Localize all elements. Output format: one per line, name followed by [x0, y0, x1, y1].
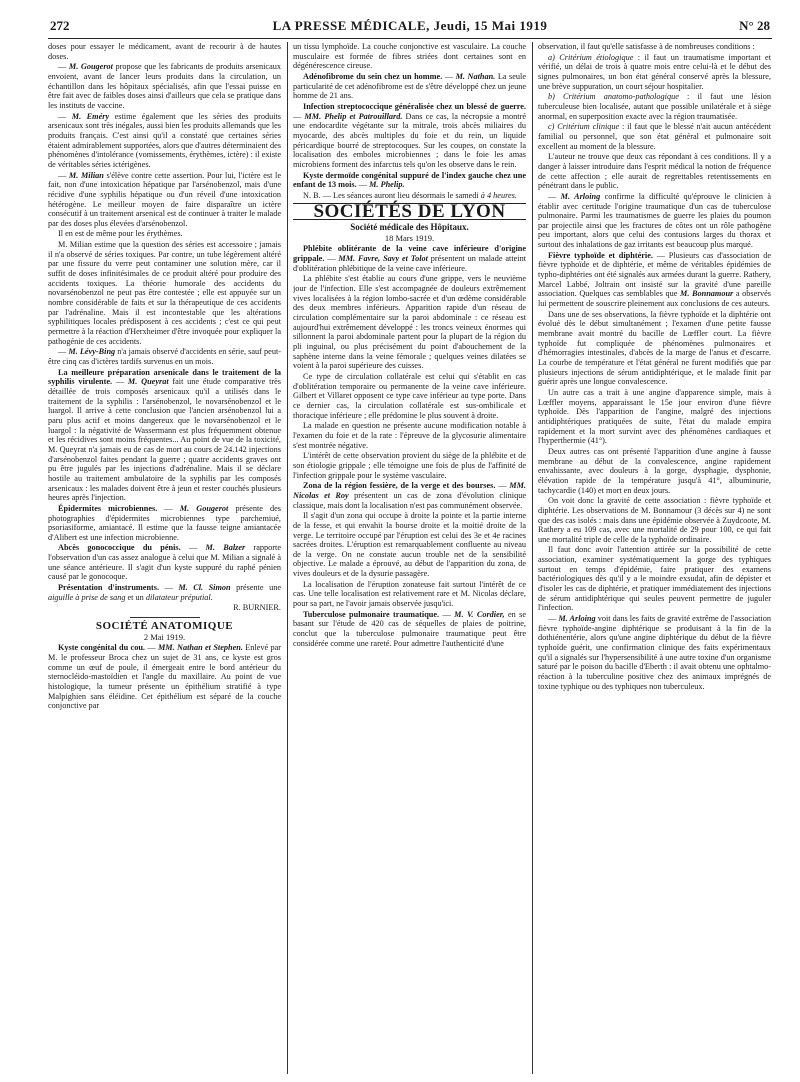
- paragraph: Abcès gonococcique du pénis. — M. Balzer rapporte l'observation d'un cas assez analogue à celui que M. Milian a signalé à une séance antérieure. Il s'agit d'un kyste suppuré du raphé pénien causé par le gonocoque.: [48, 543, 281, 582]
- paragraph-text: rapporte l'observation d'un cas assez analogue à celui que M. Milian a signalé à une séance antérieure. Il s'agit d'un kyste suppuré du raphé pénien causé par le gonocoque.: [48, 543, 281, 582]
- paragraph-text: : il faut une lésion tuberculeuse bien localisée, autant que possible unilatérale et à siège anormal, en superposition exacte avec la région traumatisée.: [538, 92, 771, 121]
- signature: R. BURNIER.: [233, 603, 281, 613]
- paragraph: — M. Gougerot propose que les fabricants de produits arsenicaux envoient, avant de lancer leurs produits dans la circulation, un échantillon dans les hôpitaux spécialisés, afin que l'essai puisse en être fait avec de faibles doses ainsi d'ailleurs que cela se pratique dans les instituts de vaccine.: [48, 62, 281, 110]
- paragraph-text: a observés lui permettent de souscrire pleinement aux conclusions de ces auteurs.: [538, 289, 771, 309]
- paragraph-text: : il faut un traumatisme important et vérifié, un délai de trois à quatre mois entre celui-là et le début des signes pulmonaires, un bon état général conservé après la blessure, une brève suppuration, un court séjour hospitalier.: [538, 52, 771, 91]
- speaker: MM. Phelip et Patrouillard.: [304, 111, 403, 121]
- article-title: La meilleure préparation arsenicale dans le traitement de la syphilis virulente.: [48, 367, 281, 387]
- speaker: M. Balzer: [205, 543, 246, 553]
- speaker: M. Lévy-Bing: [68, 347, 116, 357]
- paragraph: doses pour essayer le médicament, avant de recourir à de hautes doses.: [48, 42, 281, 61]
- paragraph-text: Dans ce cas, la nécropsie a montré une endocardite végétante sur la mitrale, trois abcès miliaires du myocarde, des abcès multiples du foie et du rein, un liquide péricardique bourré de streptocoques. Sur les coupes, on constate la localisation des emboles microbiennes ; dans le foie les amas microbiens forment des infarctus tels qu'on les observe dans le rein.: [293, 111, 526, 169]
- paragraph: La malade en question ne présente aucune modification notable à l'examen du foie et de la rate : l'épreuve de la glycosurie alimentaire s'est montrée négative.: [293, 421, 526, 450]
- paragraph: Adénofibrome du sein chez un homme. — M. Nathan. La seule particularité de cet adénofibrome est de s'être développé chez un jeune homme de 21 ans.: [293, 71, 526, 101]
- article-title: Adénofibrome du sein chez un homme.: [303, 71, 443, 81]
- newspaper-page: [48, 16, 772, 1074]
- page-header: [48, 16, 772, 39]
- article-title: Kyste dermoïde congénital suppuré de l'index gauche chez une enfant de 13 mois.: [293, 170, 526, 190]
- columns: [48, 42, 772, 1074]
- paragraph: Zona de la région fessière, de la verge et des bourses. — MM. Nicolas et Roy présentent un cas de zona d'évolution clinique classique, mais dont la localisation n'est pas communément observée.: [293, 481, 526, 510]
- section-subtitle: Société médicale des Hôpitaux.: [350, 222, 469, 233]
- speaker: M. Phelip.: [369, 180, 405, 190]
- speaker: MM. Nathan et Stephen.: [157, 643, 243, 653]
- paragraph: un tissu lymphoïde. La couche conjonctive est vasculaire. La couche musculaire est formée de fibres striées dont certaines sont en dégénérescence cireuse.: [293, 42, 526, 71]
- speaker: M. V. Cordier,: [454, 609, 505, 619]
- paragraph: Présentation d'instruments. — M. Cl. Simon présente une aiguille à prise de sang et un dilatateur préputial.: [48, 583, 281, 602]
- speaker: M. Nathan.: [455, 71, 496, 81]
- paragraph-text: propose que les fabricants de produits arsenicaux envoient, avant de lancer leurs produits dans la circulation, un échantillon dans les hôpitaux spécialisés, afin que l'essai puisse en être fait avec de faibles doses ainsi d'ailleurs que cela se pratique dans les instituts de vaccine.: [48, 62, 281, 110]
- paragraph: L'auteur ne trouve que deux cas répondant à ces conditions. Il y a danger à laisser introduire dans l'esprit médical la notion de fréquence de cette affection ; elle aurait de regrettables retentissements en pénétrant dans le public.: [538, 152, 771, 191]
- paragraph: Deux autres cas ont présenté l'apparition d'une angine à fausse membrane au début de la convalescence, angine rapidement envahissante, avec douleurs à la gorge, dysphagie, dysphonie, élévation rapide de la température jusqu'à 41°, albuminurie, tachycardie (140) et mort en deux jours.: [538, 446, 771, 495]
- paragraph: — M. Milian s'élève contre cette assertion. Pour lui, l'ictère est le fait, non d'une intoxication hépatique par l'arsénobenzol, mais d'une récidive d'une syphilis hépatique ou d'un réveil d'une intoxication hétérogène. Le meilleur moyen de faire disparaître un ictère consécutif à un traitement arsenical est de continuer à traiter le malade par des doses plus élevées d'arsénobenzol.: [48, 170, 281, 228]
- paragraph: Épidermites microbiennes. — M. Gougerot présente des photographies d'épidermites microbiennes type parchemiué, psoriasiforme, amiantacé. Il estime que la fausse teigne amiantacée d'Alibert est une infection microbienne.: [48, 503, 281, 542]
- speaker: M. Gougerot: [179, 503, 229, 513]
- article-title: Épidermites microbiennes.: [58, 503, 158, 513]
- criterion-label: c) Critérium clinique: [548, 122, 620, 132]
- paragraph-text: estime également que les séries des produits arsenicaux sont très inégales, aussi bien les produits allemands que les produits français. C'est ainsi qu'il a constaté que certaines séries étaient admirablement supportées, alors que d'autres déterminaient des phénomènes d'intolérance (vomissements, érythèmes, ictère) : il existe de véritables séries ictérigènes.: [48, 111, 281, 169]
- page-number: 272: [50, 18, 70, 33]
- paragraph: Il faut donc avoir l'attention attirée sur la possibilité de cette association, examiner systématiquement la gorge des typhiques surtout en temps d'épidémie, faire pratiquer des examens bactériologiques dès qu'il y a le moindre exsudat, afin de dépister et d'isoler les cas de diphtérie, et pratiquer immédiatement des injections de sérum antidiphtérique qui seules peuvent permettre de juguler l'infection.: [538, 545, 771, 613]
- paragraph: observation, il faut qu'elle satisfasse à de nombreuses conditions :: [538, 42, 755, 51]
- paragraph: — M. Arloing confirme la difficulté qu'éprouve le clinicien à établir avec certitude l'origine traumatique d'un cas de tuberculose pulmonaire. Parmi les traumatismes de guerre les plaies du poumon par projectile ainsi que les fractures de côtes ont un rôle pathogène peu important, alors que celui des contusions larges du thorax et surtout des inhalations de gaz irritants est beaucoup plus marqué.: [538, 191, 771, 250]
- speaker: M. Arloing: [560, 191, 601, 201]
- criterion-label: a) Critérium étiologique: [548, 52, 634, 62]
- paragraph: La meilleure préparation arsenicale dans le traitement de la syphilis virulente. — M. Queyrat fait une étude comparative très détaillée de trois composés arsenicaux qu'il a utilisés dans le traitement de la syphilis : l'arsénobenzol, le novarsénobenzol et le luargol. Il arrive à cette conclusion que l'ancien arsénobenzol lui a paru plus actif et moins dangereux que le novarsénobenzol et le luargol : la négativité de Wassermann est plus fréquemment obtenue et les récidives sont moins fréquentes... Au point de vue de la toxicité, M. Queyrat n'a jamais eu de cas de mort au cours de 24.142 injections d'arsénobenzol faites pendant la guerre ; quatre accidents graves ont pu être jugulés par les injections d'adrénaline. Mais il se déclare hostile au traitement ambulatoire de la syphilis par les composés arsenicaux : les malades doivent être à jeun et rester couchés plusieurs heures après l'injection.: [48, 367, 281, 503]
- section-date: 2 Mai 1919.: [143, 631, 186, 642]
- italic-text: à 4 heures.: [480, 190, 517, 200]
- paragraph: [293, 191, 526, 201]
- paragraph: [538, 53, 771, 92]
- paragraph: [538, 251, 771, 309]
- paragraph: Un autre cas a trait à une angine d'apparence simple, mais à Lœffler moyens, apparaissant le 15e jour environ d'une fièvre typhoïde. Dès l'apparition de l'angine, malgré des injections antidiphtériques pratiquées de suite, l'état du malade empira rapidement et la mort survint avec des phénomènes cardiaques et l'hyperthermie (41°).: [538, 387, 771, 446]
- paragraph: Dans une de ses observations, la fièvre typhoïde et la diphtérie ont évolué dès le début simultanément ; l'examen d'une petite fausse membrane avait montré du bacille de Lœffler court. La fièvre typhoïde fut compliquée de phénomènes pulmonaires et d'hémorragies intestinales, d'abcès de la marge de l'anus et d'escarre. La courbe de température et l'état général ne furent modifiés que par plusieurs injections de sérum antidiphtérique, et le malade finit par guérir après une longue convalescence.: [538, 309, 771, 387]
- article-title: Kyste congénital du cou.: [58, 643, 145, 653]
- paragraph: — M. Arloing voit dans les faits de gravité extrême de l'association fièvre typhoïde-angine diphtérique se produisant à la fin de la dothiénentérie, alors qu'une angine diphtérique du début de la fièvre typhoïde guérit, une confirmation clinique des faits expérimentaux qu'il a signalés sur l'hypersensibilité à une autre toxine d'un organisme saturé par le poison du bacille d'Eberth : il avait obtenu une ophtalmo-réaction à la tuberculine positive chez des animaux imprégnés de toxine typhique ou des typhiques non tuberculeux.: [538, 614, 771, 691]
- criterion-label: b) Critérium anatomo-pathologique: [548, 92, 679, 102]
- paragraph-text: présentent un malade atteint d'oblitération phlébitique de la veine cave inférieure.: [293, 254, 526, 273]
- column-1: [48, 42, 281, 1074]
- section-date: 18 Mars 1919.: [384, 232, 435, 243]
- paragraph-text: : il faut que le blessé n'ait aucun antécédent familial ou personnel, que son état général et pulmonaire soit excellent au moment de la blessure.: [538, 122, 771, 151]
- paragraph-text: s'élève contre cette assertion. Pour lui, l'ictère est le fait, non d'une intoxication hépatique par l'arsénobenzol, mais d'une récidive d'une syphilis hépatique ou d'un réveil d'une intoxication hétérogène. Le meilleur moyen de faire disparaître un ictère consécutif à un traitement arsenical est de continuer à traiter le malade par des doses plus élevées d'arsénobenzol.: [48, 170, 281, 228]
- paragraph-text: présente une: [230, 583, 281, 593]
- section-divider: [130, 617, 200, 618]
- italic-text: aiguille à prise de sang: [48, 592, 126, 602]
- paragraph: [538, 92, 771, 121]
- paragraph-text: en se basant sur l'étude de 420 cas de séquelles de plaies de poitrine, conclut que la tuberculose pulmonaire traumatique peut être considérée comme une rareté. Pour admettre l'authenticité d'une: [293, 609, 526, 648]
- paragraph: La localisation de l'éruption zonateuse fait surtout l'intérêt de ce cas. Une telle localisation est relativement rare et M. Nicolas déclare, pour sa part, ne l'avoir jamais observée jusqu'ici.: [293, 579, 526, 609]
- speaker: M. Gougerot: [68, 62, 113, 72]
- paragraph: [538, 122, 771, 151]
- speaker: MM. Favre, Savy et Tolot: [338, 254, 428, 264]
- paragraph: Ce type de circulation collatérale est celui qui s'établit en cas d'oblitération temporaire ou permanente de la veine cave inférieure. Gilbert et Villaret opposent ce type cave inférieur au type porte. Dans ce dernier cas, la circulation collatérale est sus-ombilicale et thoracique inférieure ; elle prédomine le plus souvent à droite.: [293, 372, 526, 420]
- column-3: [538, 42, 771, 1074]
- paragraph-text: et un: [125, 592, 146, 602]
- paragraph-text: voit dans les faits de gravité extrême de l'association fièvre typhoïde-angine diphtérique se produisant à la fin de la dothiénentérie, alors qu'une angine diphtérique du début de la fièvre typhoïde guérit, une confirmation clinique des faits expérimentaux qu'il a signalés sur l'hypersensibilité à une autre toxine d'un organisme saturé par le poison du bacille d'Eberth : il avait obtenu une ophtalmo-réaction à la tuberculine positive chez des animaux imprégnés de toxine typhique ou des typhiques non tuberculeux.: [538, 614, 771, 691]
- article-title: Fièvre typhoïde et diphtérie.: [548, 250, 653, 260]
- paragraph: Il en est de même pour les érythèmes.: [58, 229, 183, 239]
- speaker: M. Milian: [68, 170, 104, 180]
- paragraph-text: N. B. — Les séances auront lieu désormais le samedi: [303, 190, 481, 200]
- speaker: M. Queyrat: [127, 377, 169, 387]
- paragraph: Infection streptococcique généralisée chez un blessé de guerre. — MM. Phelip et Patrouillard. Dans ce cas, la nécropsie a montré une endocardite végétante sur la mitrale, trois abcès miliaires du myocarde, des abcès multiples du foie et du rein, un liquide péricardique bourré de streptocoques. Sur les coupes, on constate la localisation des emboles microbiennes ; dans le foie les amas microbiens forment des infarctus tels qu'on les observe dans le rein.: [293, 101, 526, 169]
- paragraph: — M. Lévy-Bing n'a jamais observé d'accidents en série, sauf peut-être cinq cas d'ictères tardifs survenus en un mois.: [48, 347, 281, 366]
- article-title: Tuberculose pulmonaire traumatique.: [303, 609, 440, 619]
- paragraph-text: — Plusieurs cas d'association de fièvre typhoïde et de diphtérie, et même de véritables épidémies de typho-diphtéries ont été signalés aux armées durant la guerre. Rathery, Marcel Labbé, Joltrain ont insisté sur la gravité d'une pareille association. Quelques cas semblables que: [538, 250, 771, 299]
- paragraph-text: Enlevé par M. le professeur Broca chez un sujet de 31 ans, ce kyste est gros comme un œuf de poule, il émergeait entre le bord antérieur du sternocléido-mastoïdien et l'angle du maxillaire. Au point de vue histologique, la tumeur présente un épithélium stratifié à type Malpighien sans éléidine. Cet épithélium est séparé de la couche conjonctive par: [48, 643, 281, 711]
- section-title: SOCIÉTÉ ANATOMIQUE: [95, 620, 234, 633]
- paragraph: Phlébite oblitérante de la veine cave inférieure d'origine grippale. — MM. Favre, Savy et Tolot présentent un malade atteint d'oblitération phlébitique de la veine cave inférieure.: [293, 244, 526, 273]
- article-title: Infection streptococcique généralisée chez un blessé de guerre.: [303, 101, 526, 111]
- paragraph: — M. Eméry estime également que les séries des produits arsenicaux sont très inégales, aussi bien les produits allemands que les produits français. C'est ainsi qu'il a constaté que certaines séries étaient admirablement supportées, alors que d'autres déterminaient des phénomènes d'intolérance (vomissements, érythèmes, ictère) : il existe de véritables séries ictérigènes.: [48, 111, 281, 169]
- paragraph-text: fait une étude comparative très détaillée de trois composés arsenicaux qu'il a utilisés dans le traitement de la syphilis : l'arsénobenzol, le novarsénobenzol et le luargol. Il arrive à cette conclusion que l'ancien arsénobenzol lui a paru plus actif et moins dangereux que le novarsénobenzol et le luargol : la négativité de Wassermann est plus fréquemment obtenue et les récidives sont moins fréquentes... Au point de vue de la toxicité, M. Queyrat n'a jamais eu de cas de mort au cours de 24.142 injections d'arsénobenzol faites pendant la guerre ; quatre accidents graves ont pu être jugulés par les injections d'adrénaline. Mais il se déclare hostile au traitement ambulatoire de la syphilis par les composés arsenicaux : les malades doivent être à jeun et rester couchés plusieurs heures après l'injection.: [48, 377, 281, 503]
- speaker: M. Cl. Simon: [178, 583, 231, 593]
- paragraph-text: présente des photographies d'épidermites microbiennes type parchemiué, psoriasiforme, amiantacé. Il estime que la fausse teigne amiantacée d'Alibert est une infection microbienne.: [48, 503, 281, 542]
- paragraph: Tuberculose pulmonaire traumatique. — M. V. Cordier, en se basant sur l'étude de 420 cas de séquelles de plaies de poitrine, conclut que la tuberculose pulmonaire traumatique peut être considérée comme une rareté. Pour admettre l'authenticité d'une: [293, 609, 526, 648]
- paragraph-text: confirme la difficulté qu'éprouve le clinicien à établir avec certitude l'origine traumatique d'un cas de tuberculose pulmonaire. Parmi les traumatismes de guerre les plaies du poumon par projectile ainsi que les fractures de côtes ont un rôle pathogène peu important, alors que celui des contusions larges du thorax et surtout des inhalations de gaz irritants est beaucoup plus marqué.: [538, 191, 771, 250]
- section-title: SOCIÉTÉS DE LYON: [293, 203, 526, 221]
- journal-title: LA PRESSE MÉDICALE, Jeudi, 15 Mai 1919: [272, 18, 548, 33]
- article-title: Présentation d'instruments.: [58, 583, 160, 593]
- speaker: M. Bonnamour: [680, 289, 734, 299]
- speaker: M. Arloing: [558, 614, 596, 624]
- column-2: [293, 42, 526, 1074]
- column-divider: [532, 42, 533, 1074]
- paragraph: Kyste congénital du cou. — MM. Nathan et Stephen. Enlevé par M. le professeur Broca chez un sujet de 31 ans, ce kyste est gros comme un œuf de poule, il émergeait entre le bord antérieur du sternocléido-mastoïdien et l'angle du maxillaire. Au point de vue histologique, la tumeur présente un épithélium stratifié à type Malpighien sans éléidine. Cet épithélium est séparé de la couche conjonctive par: [48, 643, 281, 711]
- paragraph-text: La seule particularité de cet adénofibrome est de s'être développé chez un jeune homme de 21 ans.: [293, 71, 526, 101]
- article-title: Phlébite oblitérante de la veine cave inférieure d'origine grippale.: [293, 244, 526, 264]
- speaker: M. Eméry: [71, 111, 110, 121]
- paragraph: Il s'agit d'un zona qui occupe à droite la pointe et la partie interne de la fesse, et qui envahit la bourse droite et la moitié droite de la verge. Le territoire occupé par l'éruption est celui des 3e et 4e racines sacrées droites. L'éruption est remarquablement confluente au niveau de la verge. On ne constate aucun trouble net de la sensibilité objective. Le malade a éprouvé, au début de l'apparition du zona, de vives douleurs et de la dysurie passagère.: [293, 511, 526, 579]
- column-divider: [287, 42, 288, 1074]
- paragraph: La phlébite s'est établie au cours d'une grippe, vers le neuvième jour de l'infection. Elle s'est accompagnée de douleurs extrêmement vives localisées à la région lombo-sacrée et d'un œdème considérable des deux membres inférieurs. Apparition rapide d'un réseau de circulation complémentaire sur la paroi abdominale : ce réseau est aujourd'hui extrêmement développé : les troncs veineux énormes qui sillonnent la paroi abdominale partent pour la plupart de la région du pli inguinal, ou plus précisément du point d'abouchement de la saphène interne dans la veine fémorale ; quelques veines dilatées se voient à la paroi supérieure des cuisses.: [293, 274, 526, 371]
- paragraph: M. Milian estime que la question des séries est accessoire ; jamais il n'a observé de séries toxiques. Par contre, un tube légèrement altéré par une fissure du verre peut contaminer une solution mère, car il suffit de doses infinitésimales de ce produit altéré pour produire des accidents toxiques. La théorie humorale des accidents du novarsénobenzol ne peut pas être contestée ; elle est appuyée sur un nombre considérable de faits et sur la thérapeutique de ces accidents par l'adrénaline. Mais il est incontestable que les altérations syphilitiques locales prédisposent à ces accidents ; c'est ce qui peut permettre à la réaction d'Herxheimer d'être invoquée pour expliquer la pathogénie de ces accidents.: [48, 240, 281, 346]
- paragraph-text: présentent un cas de zona d'évolution clinique classique, mais dont la localisation n'est pas communément observée.: [293, 490, 526, 510]
- paragraph: L'intérêt de cette observation provient du siège de la phlébite et de son étiologie grippale ; elle témoigne une fois de plus de l'affinité de l'infection grippale pour le système vasculaire.: [293, 451, 526, 480]
- paragraph: On voit donc la gravité de cette association : fièvre typhoïde et diphtérie. Les observations de M. Bonnamour (3 décès sur 4) ne sont que des cas isolés : mais dans une épidémie observée à Zuydcoote, M. Rathery a eu 109 cas, avec une mortalité de 29 pour 100, ce qui fait une mortalité triple de celle de la typhoïde ordinaire.: [538, 496, 771, 544]
- italic-text: dilatateur préputial.: [145, 592, 213, 602]
- paragraph: Kyste dermoïde congénital suppuré de l'index gauche chez une enfant de 13 mois. — M. Phelip.: [293, 170, 526, 190]
- paragraph-text: n'a jamais observé d'accidents en série, sauf peut-être cinq cas d'ictères tardifs survenus en un mois.: [48, 347, 281, 366]
- speaker: MM. Nicolas et Roy: [293, 481, 526, 500]
- article-title: Abcès gonococcique du pénis.: [58, 543, 181, 553]
- article-title: Zona de la région fessière, de la verge et des bourses.: [303, 481, 496, 491]
- issue-number: N° 28: [739, 18, 770, 33]
